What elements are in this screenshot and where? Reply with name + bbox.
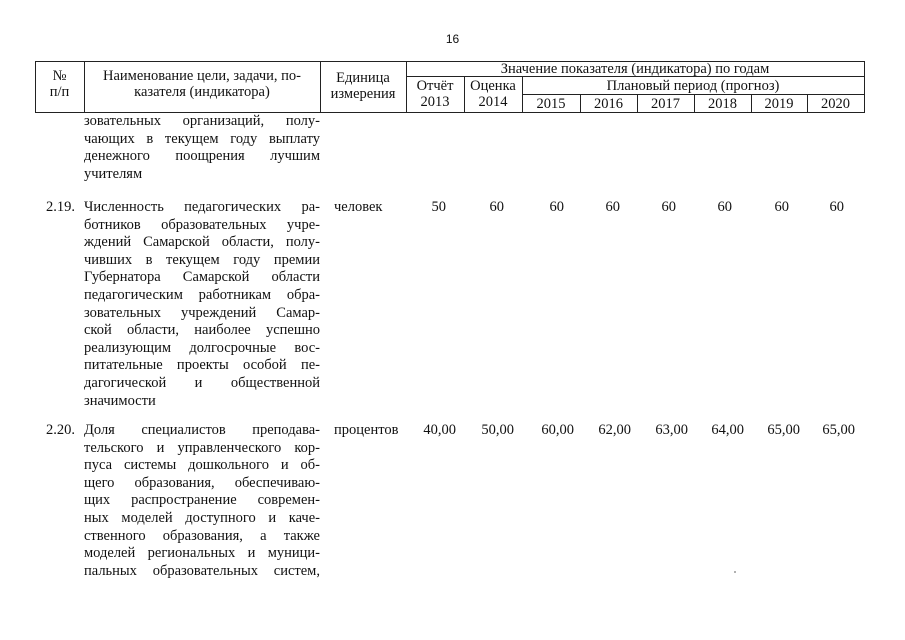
row-value-2017: 60 <box>661 199 676 215</box>
row-name-line: дагогической и общественной <box>84 374 320 391</box>
header-year-2019: 2019 <box>764 96 794 112</box>
row-value-2015: 60,00 <box>541 422 574 438</box>
row-name-line: тельского и управленческого кор- <box>84 439 320 456</box>
row-name-line: зовательных организаций, полу- <box>84 113 320 129</box>
row-unit: процентов <box>334 422 399 438</box>
header-year-2017: 2017 <box>651 96 680 112</box>
row-name-line: щих распространение современ- <box>84 492 320 509</box>
row-value-2013: 40,00 <box>423 422 456 438</box>
scan-speck <box>734 571 736 573</box>
row-value-2014: 60 <box>489 199 504 215</box>
row-name-line: зовательных учреждений Самар- <box>84 304 320 321</box>
row-number: 2.19. <box>46 199 75 215</box>
header-year-2015: 2015 <box>536 96 566 112</box>
row-unit: человек <box>334 199 383 215</box>
row-name-line: пальных образовательных систем, <box>84 562 320 579</box>
row-name-line: денежного поощрения лучшим <box>84 148 320 165</box>
row-name-line: реализующим долгосрочные вос- <box>84 339 320 356</box>
row-name-line: ных моделей доступного и каче- <box>84 509 320 526</box>
row-name-line: чающих в текущем году выплату <box>84 130 320 147</box>
header-unit: Единица измерения <box>330 70 396 102</box>
row-name-line: ждений Самарской области, полу- <box>84 234 320 251</box>
row-name-line: значимости <box>84 392 156 409</box>
row-value-2020: 65,00 <box>822 422 855 438</box>
page-number: 16 <box>445 32 460 46</box>
row-value-2014: 50,00 <box>481 422 514 438</box>
header-num: № п/п <box>49 68 70 100</box>
row-name-line: педагогическим работникам обра- <box>84 286 320 303</box>
row-name <box>84 113 320 183</box>
header-values-title: Значение показателя (индикатора) по годам <box>500 61 770 77</box>
row-value-2018: 60 <box>717 199 732 215</box>
header-report: Отчёт 2013 <box>416 78 454 110</box>
row-number: 2.20. <box>46 422 75 438</box>
row-name-line: ственного образования, а также <box>84 527 320 544</box>
header-planned-title: Плановый период (прогноз) <box>606 78 780 94</box>
row-name <box>84 422 320 580</box>
row-name <box>84 199 320 410</box>
row-name-line: учителям <box>84 165 143 182</box>
row-name-line: ской области, наиболее успешно <box>84 322 320 339</box>
row-value-2016: 62,00 <box>598 422 631 438</box>
row-value-2016: 60 <box>605 199 620 215</box>
row-name-line: щего образования, обеспечиваю- <box>84 474 320 491</box>
row-value-2017: 63,00 <box>655 422 688 438</box>
header-estimate: Оценка 2014 <box>470 78 516 110</box>
row-name-line: моделей региональных и муници- <box>84 545 320 562</box>
row-value-2013: 50 <box>431 199 446 215</box>
header-year-2018: 2018 <box>708 96 737 112</box>
row-value-2019: 65,00 <box>767 422 800 438</box>
row-name-line: ботников образовательных учре- <box>84 216 320 233</box>
row-value-2020: 60 <box>829 199 844 215</box>
header-name: Наименование цели, задачи, по- казателя (индикатора) <box>103 68 301 100</box>
row-name-line: питательные проекты особой пе- <box>84 357 320 374</box>
header-year-2016: 2016 <box>594 96 623 112</box>
row-name-line: Губернатора Самарской области <box>84 269 320 286</box>
header-year-2020: 2020 <box>821 96 850 112</box>
row-name-line: пуса системы дошкольного и об- <box>84 457 320 474</box>
row-value-2015: 60 <box>549 199 564 215</box>
row-value-2019: 60 <box>774 199 789 215</box>
row-name-line: Доля специалистов преподава- <box>84 422 320 438</box>
row-value-2018: 64,00 <box>711 422 744 438</box>
row-name-line: чивших в текущем году премии <box>84 251 320 268</box>
row-name-line: Численность педагогических ра- <box>84 199 320 215</box>
